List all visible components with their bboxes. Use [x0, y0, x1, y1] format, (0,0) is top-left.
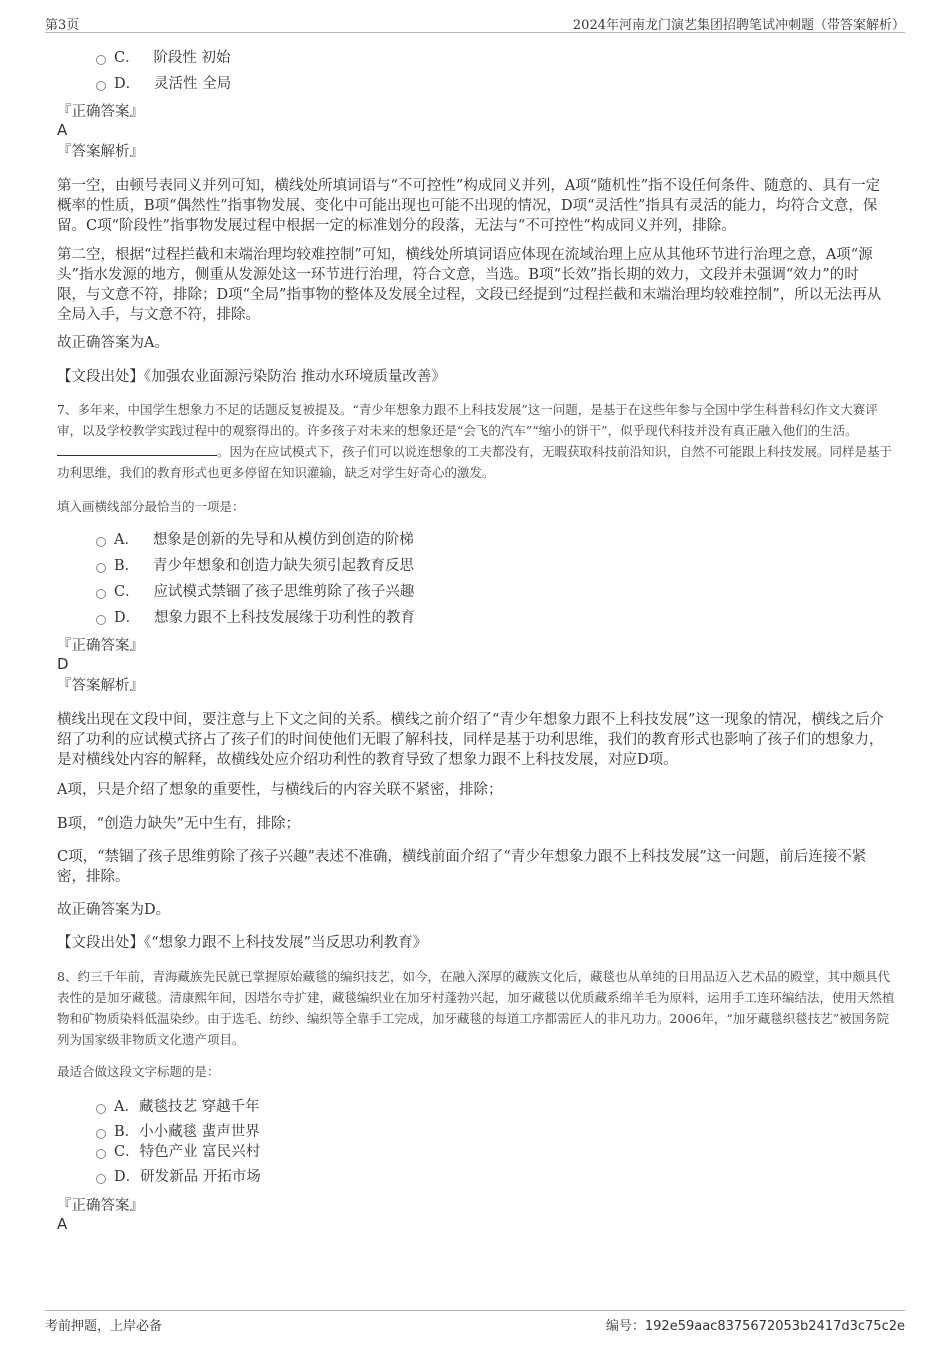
radio-icon[interactable]	[96, 537, 106, 547]
answer-label: 『正确答案』	[57, 1198, 144, 1214]
answer-value: D	[57, 655, 69, 673]
radio-icon[interactable]	[96, 1129, 106, 1139]
option-d[interactable]: D． 想象力跟不上科技发展缘于功利性的教育	[96, 608, 415, 628]
option-b[interactable]: B． 青少年想象和创造力缺失须引起教育反思	[96, 556, 414, 576]
question-stem: 7、多年来，中国学生想象力不足的话题反复被提及。“青少年想象力跟不上科技发展”这一问题，是基于在这些年参与全国中学生科普科幻作文大赛评审，以及学校教学实践过程中的观察得出的。许多孩子对未来的想象还是“会飞的汽车”“缩小的饼干”，似乎现代科技并没有真正融入他们的生活。。因为在应试模式下，孩子们可以说连想象的工夫都没有，无暇获取科技前沿知识，自然不可能跟上科技发展。同样是基于功利思维，我们的教育形式也更多停留在知识灌输，缺乏对学生好奇心的激发。	[57, 402, 893, 480]
question-prompt: 填入画横线部分最恰当的一项是：	[57, 499, 245, 514]
radio-icon[interactable]	[96, 1104, 106, 1114]
source-citation: 【文段出处】《加强农业面源污染防治 推动水环境质量改善》	[57, 369, 446, 385]
answer-label: 『正确答案』	[57, 104, 144, 120]
answer-value: A	[57, 1215, 68, 1233]
footer-slogan: 考前押题，上岸必备	[45, 1319, 163, 1334]
explanation-paragraph: 横线出现在文段中间，要注意与上下文之间的关系。横线之前介绍了“青少年想象力跟不上科技发展”这一现象的情况，横线之后介绍了功利的应试模式挤占了孩子们的时间使他们无暇了解科技，同样是基于功利思维，我们的教育形式也影响了孩子们的想象力，是对横线处内容的解释，故横线处应介绍功利性的教育导致了想象力跟不上科技发展，对应D项。	[57, 712, 884, 768]
conclusion: 故正确答案为A。	[57, 335, 169, 351]
radio-icon[interactable]	[96, 55, 106, 65]
page-number: 第3页	[45, 18, 80, 33]
answer-label: 『正确答案』	[57, 638, 144, 654]
explanation-paragraph: 第二空，根据“过程拦截和末端治理均较难控制”可知，横线处所填词语应体现在流域治理上应从其他环节进行治理之意，A项“源头”指水发源的地方，侧重从发源处这一环节进行治理，符合文意，当选。B项“长效”指长期的效力，文段并未强调“效力”的时限，与文意不符，排除；D项“全局”指事物的整体及发展全过程，文段已经提到“过程拦截和末端治理均较难控制”，所以无法再从全局入手，与文意不符，排除。	[57, 247, 882, 323]
source-citation: 【文段出处】《“想象力跟不上科技发展”当反思功利教育》	[57, 935, 428, 951]
explanation-paragraph: A项，只是介绍了想象的重要性，与横线后的内容关联不紧密，排除；	[57, 782, 503, 798]
radio-icon[interactable]	[96, 1149, 106, 1159]
answer-value: A	[57, 121, 68, 139]
question-stem: 8、约三千年前，青海藏族先民就已掌握原始藏毯的编织技艺，如今，在融入深厚的藏族文化后，藏毯也从单纯的日用品迈入艺术品的殿堂，其中颇具代表性的是加牙藏毯。清康熙年间，因塔尔寺扩建，藏毯编织业在加牙村蓬勃兴起，加牙藏毯以优质藏系绵羊毛为原料，运用手工连环编结法，使用天然植物和矿物质染料低温染纱。由于选毛、纺纱、编织等全靠手工完成，加牙藏毯的每道工序都需匠人的非凡功力。2006年，“加牙藏毯织毯技艺”被国务院列为国家级非物质文化遗产项目。	[57, 969, 895, 1047]
conclusion: 故正确答案为D。	[57, 902, 171, 918]
option-d[interactable]: D．研发新品 开拓市场	[96, 1167, 261, 1187]
option-b[interactable]: B．小小藏毯 蜚声世界	[96, 1122, 260, 1142]
answer-blank	[57, 441, 217, 456]
page-footer	[45, 1310, 905, 1337]
document-code: 编号：192e59aac8375672053b2417d3c75c2e	[605, 1319, 905, 1334]
option-c[interactable]: C． 阶段性 初始	[96, 48, 231, 68]
explanation-paragraph: C项，“禁锢了孩子思维剪除了孩子兴趣”表述不准确，横线前面介绍了“青少年想象力跟不上科技发展”这一问题，前后连接不紧密，排除。	[57, 849, 867, 885]
page-header	[45, 12, 905, 33]
question-prompt: 最适合做这段文字标题的是：	[57, 1064, 220, 1079]
option-a[interactable]: A．藏毯技艺 穿越千年	[96, 1097, 260, 1117]
option-d[interactable]: D． 灵活性 全局	[96, 74, 231, 94]
explanation-label: 『答案解析』	[57, 678, 144, 694]
option-c[interactable]: C． 应试模式禁锢了孩子思维剪除了孩子兴趣	[96, 582, 414, 602]
radio-icon[interactable]	[96, 589, 106, 599]
document-title: 2024年河南龙门演艺集团招聘笔试冲刺题（带答案解析）	[572, 18, 905, 33]
option-c[interactable]: C．特色产业 富民兴村	[96, 1142, 260, 1162]
radio-icon[interactable]	[96, 1174, 106, 1184]
explanation-label: 『答案解析』	[57, 144, 144, 160]
radio-icon[interactable]	[96, 81, 106, 91]
option-a[interactable]: A． 想象是创新的先导和从模仿到创造的阶梯	[96, 530, 414, 550]
radio-icon[interactable]	[96, 615, 106, 625]
explanation-paragraph: 第一空，由顿号表同义并列可知，横线处所填词语与“不可控性”构成同义并列，A项“随机性”指不设任何条件、随意的、具有一定概率的性质，B项“偶然性”指事物发展、变化中可能出现也可能不出现的情况，D项“灵活性”指具有灵活的能力，均符合文意，保留。C项“阶段性”指事物发展过程中根据一定的标准划分的段落，无法与“不可控性”构成同义并列，排除。	[57, 178, 881, 234]
radio-icon[interactable]	[96, 563, 106, 573]
explanation-paragraph: B项，“创造力缺失”无中生有，排除；	[57, 816, 300, 832]
